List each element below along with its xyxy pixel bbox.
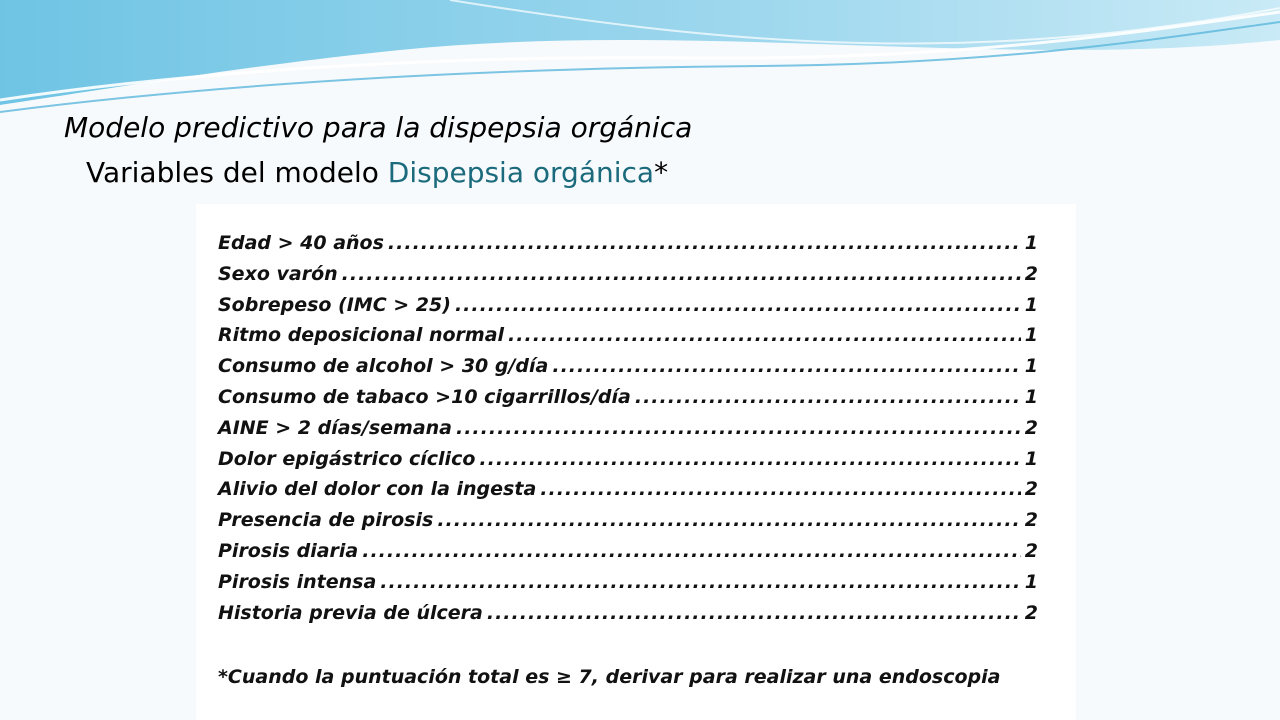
row-leader [437,509,1020,531]
row-leader [635,386,1021,408]
row-value: 2 [1024,262,1038,285]
score-table-image [196,204,1076,720]
row-leader [380,571,1020,593]
score-row [218,478,1038,509]
row-leader [456,417,1021,439]
row-leader [388,232,1021,254]
row-label: Alivio del dolor con la ingesta [218,478,537,501]
slide-title: Modelo predictivo para la dispepsia orgánica [64,111,693,144]
subtitle-prefix: Variables del modelo [86,156,379,189]
row-value: 1 [1024,447,1038,470]
row-leader [362,540,1021,562]
row-leader [487,602,1021,624]
subtitle-suffix: * [654,156,669,189]
row-label: Edad > 40 años [218,232,384,254]
score-row [218,232,1038,263]
row-leader [479,448,1020,470]
score-row [218,294,1038,325]
row-label: Consumo de alcohol > 30 g/día [218,355,549,378]
row-label: Ritmo deposicional normal [218,324,505,347]
row-value: 1 [1024,293,1038,316]
score-row [218,386,1038,417]
row-label: Historia previa de úlcera [218,601,483,624]
score-row [218,324,1038,355]
subtitle-accent: Dispepsia orgánica [387,156,655,189]
row-value: 1 [1024,570,1038,593]
row-leader [342,263,1021,285]
row-label: Pirosis intensa [218,570,377,593]
row-value: 2 [1024,478,1038,501]
row-leader [552,355,1020,377]
row-label: Sexo varón [218,262,338,285]
score-list [218,232,1038,632]
row-label: Sobrepeso (IMC > 25) [218,293,451,316]
score-row [218,417,1038,448]
row-label: Consumo de tabaco >10 cigarrillos/día [218,385,631,408]
row-label: Presencia de pirosis [218,509,434,532]
row-leader [455,294,1021,316]
slide-subtitle [86,156,668,189]
row-leader [508,324,1021,346]
row-value: 2 [1024,539,1038,562]
score-row [218,540,1038,571]
row-value: 1 [1024,385,1038,408]
footnote: *Cuando la puntuación total es ≥ 7, derivar para realizar una endoscopia [218,666,1001,688]
row-label: Dolor epigástrico cíclico [218,447,476,470]
row-label: AINE > 2 días/semana [218,416,452,439]
row-label: Pirosis diaria [218,539,359,562]
row-value: 1 [1024,324,1038,347]
score-row [218,509,1038,540]
row-value: 1 [1024,355,1038,378]
row-leader [540,478,1021,500]
row-value: 2 [1024,416,1038,439]
score-row [218,355,1038,386]
score-row [218,263,1038,294]
score-row [218,448,1038,479]
score-row [218,602,1038,633]
row-value: 1 [1024,232,1038,254]
row-value: 2 [1024,601,1038,624]
score-row [218,571,1038,602]
row-value: 2 [1024,509,1038,532]
